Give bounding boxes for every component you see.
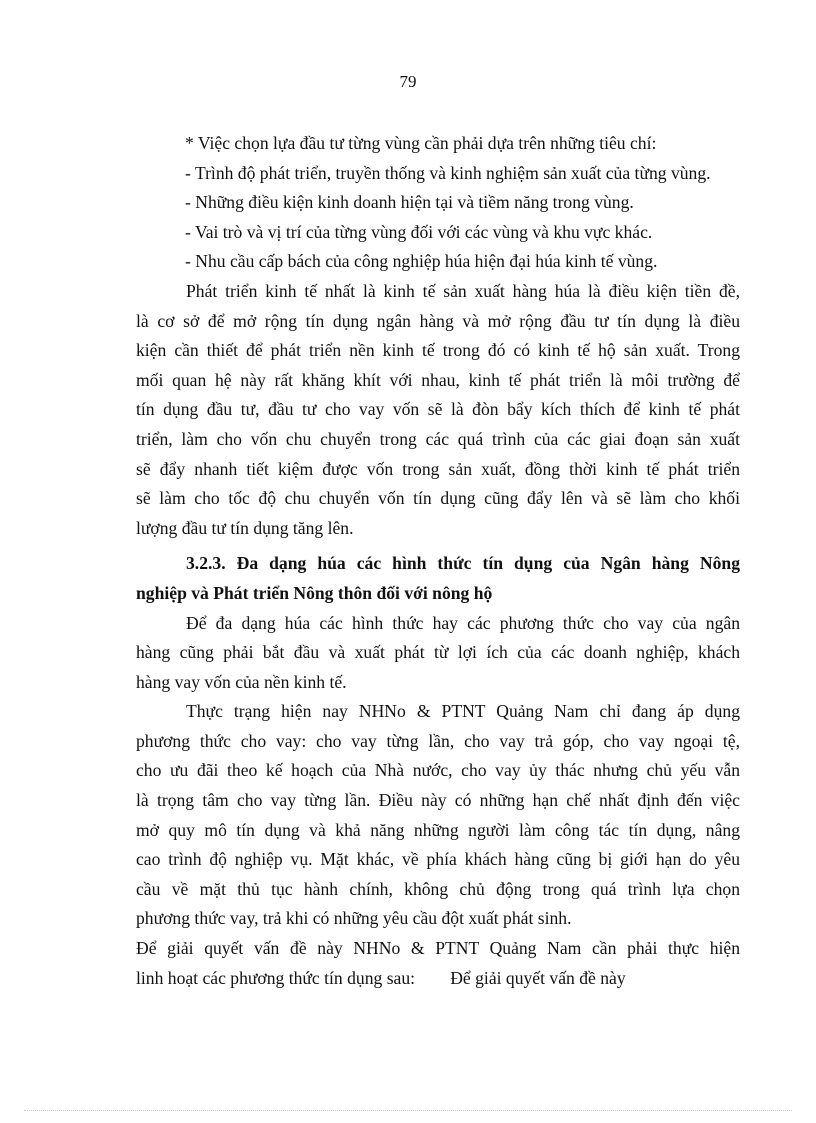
paragraph-line: tín dụng đầu tư, đầu tư cho vay vốn sẽ là đòn bẩy kích thích để kinh tế phát bbox=[136, 399, 740, 420]
paragraph-line: Phát triển kinh tế nhất là kinh tế sản xuất hàng húa là điều kiện tiền đề, bbox=[186, 280, 740, 301]
paragraph-line: là trọng tâm cho vay từng lần. Điều này có những hạn chế nhất định đến việc bbox=[136, 790, 740, 811]
page-bottom-divider bbox=[24, 1110, 792, 1111]
paragraph-line: sẽ làm cho tốc độ chu chuyển vốn tín dụng cũng đẩy lên và sẽ làm cho khối bbox=[136, 488, 740, 509]
criteria-item: - Vai trò và vị trí của từng vùng đối với các vùng và khu vực khác. bbox=[185, 221, 653, 242]
page-number: 79 bbox=[399, 72, 417, 91]
paragraph-line: hàng vay vốn của nền kinh tế. bbox=[136, 671, 347, 692]
paragraph-line: Để đa dạng húa các hình thức hay các phương thức cho vay của ngân bbox=[186, 612, 740, 633]
paragraph-line: Thực trạng hiện nay NHNo & PTNT Quảng Nam chỉ đang áp dụng bbox=[186, 701, 740, 722]
paragraph-line: Để giải quyết vấn đề này NHNo & PTNT Quảng Nam cần phải thực hiện bbox=[136, 938, 740, 959]
paragraph-current-state bbox=[136, 697, 740, 934]
paragraph-line: mở quy mô tín dụng và khả năng những người làm công tác tín dụng, nâng bbox=[136, 819, 740, 840]
paragraph-line: lượng đầu tư tín dụng tăng lên. bbox=[136, 517, 354, 538]
section-heading-line: 3.2.3. Đa dạng húa các hình thức tín dụng của Ngân hàng Nông bbox=[186, 553, 740, 574]
section-heading bbox=[136, 549, 740, 608]
paragraph-line: linh hoạt các phương thức tín dụng sau: Để giải quyết vấn đề này bbox=[136, 967, 626, 988]
paragraph-line: kiện cần thiết để phát triển nền kinh tế trong đó có kinh tế hộ sản xuất. Trong bbox=[136, 340, 740, 361]
paragraph-line: mối quan hệ này rất khăng khít với nhau, kinh tế phát triển là môi trường để bbox=[136, 369, 740, 390]
paragraph-diversification bbox=[136, 609, 740, 698]
paragraph-line: là cơ sở để mở rộng tín dụng ngân hàng và mở rộng đầu tư tín dụng là điều bbox=[136, 310, 740, 331]
paragraph-line: sẽ đẩy nhanh tiết kiệm được vốn trong sản xuất, đồng thời kinh tế phát triển bbox=[136, 458, 740, 479]
paragraph-solution bbox=[136, 934, 740, 993]
criteria-item: - Nhu cầu cấp bách của công nghiệp húa hiện đại húa kinh tế vùng. bbox=[185, 251, 658, 272]
criteria-intro: * Việc chọn lựa đầu tư từng vùng cần phải dựa trên những tiêu chí: bbox=[185, 133, 657, 153]
paragraph-line: hàng cũng phải bắt đầu và xuất phát từ lợi ích của các doanh nghiệp, khách bbox=[136, 642, 740, 663]
paragraph-line: cầu về mặt thủ tục hành chính, không chủ động trong quá trình lựa chọn bbox=[136, 878, 740, 899]
paragraph-economic-development bbox=[136, 277, 740, 543]
paragraph-line: phương thức vay, trả khi có những yêu cầu đột xuất phát sinh. bbox=[136, 908, 572, 929]
paragraph-line: triển, làm cho vốn chu chuyển trong các quá trình của các giai đoạn sản xuất bbox=[136, 428, 740, 449]
page-body bbox=[136, 129, 740, 993]
criteria-list bbox=[136, 129, 740, 277]
paragraph-line: phương thức cho vay: cho vay từng lần, cho vay trả góp, cho vay ngoại tệ, bbox=[136, 730, 740, 751]
paragraph-line: cao trình độ nghiệp vụ. Mặt khác, về phía khách hàng cũng bị giới hạn do yêu bbox=[136, 849, 740, 870]
criteria-item: - Trình độ phát triển, truyền thống và kinh nghiệm sản xuất của từng vùng. bbox=[185, 162, 711, 183]
paragraph-line: cho ưu đãi theo kế hoạch của Nhà nước, cho vay ủy thác nhưng chủ yếu vẫn bbox=[136, 760, 740, 781]
section-heading-line: nghiệp và Phát triển Nông thôn đối với nông hộ bbox=[136, 582, 493, 603]
criteria-item: - Những điều kiện kinh doanh hiện tại và tiềm năng trong vùng. bbox=[185, 192, 634, 213]
